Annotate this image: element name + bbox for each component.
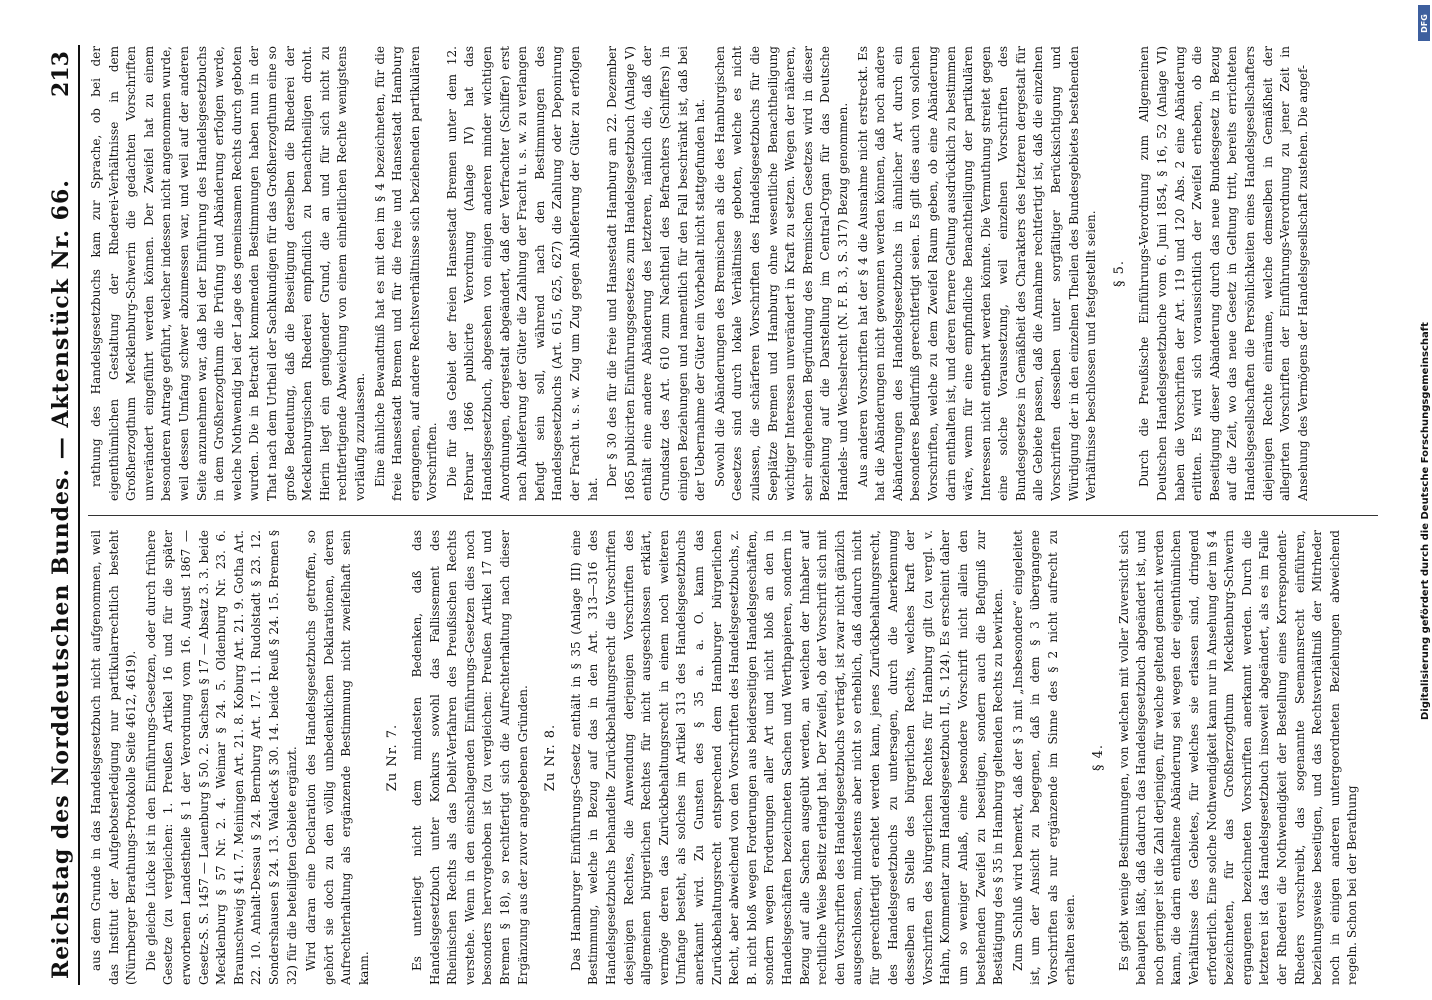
paragraph: Die für das Gebiet der freien Hansestadt Bremen unter dem 12. Februar 1866 publicirte Verordnung (Anlage IV) hat das Handelsgesetzbuch, abgesehen von einigen anderen minder wichtigen Anordnungen, dergestalt abgeändert, daß der Verfrachter (Schiffer) erst nach Ablieferung der Güter die Zahlung der Fracht u. s. w. zu verlangen befugt sein soll, während nach den Bestimmungen des Handelsgesetzbuchs (Art. 615, 625, 627) die Zahlung oder Deponirung der Fracht u. s. w. Zug um Zug gegen Ablieferung der Güter zu erfolgen hat. <box>444 46 600 501</box>
section-heading: Zu Nr. 8. <box>543 723 559 792</box>
page-header <box>40 45 80 985</box>
paragraph: Eine ähnliche Bewandtniß hat es mit den im § 4 bezeichneten, für die freie Hansestadt Bremen und für die freie und Hansestadt Hamburg ergangenen, auf andere Rechtsverhältnisse sich beziehenden partikulären Vorschriften. <box>372 46 440 501</box>
paragraph: Sowohl die Abänderungen des Bremischen als die des Hamburgischen Gesetzes sind durch lokale Verhältnisse geboten, welche es nicht zulassen, die schärferen Vorschriften des Handelsgesetzbuchs für die Seeplätze Bremen und Hamburg ohne wesentliche Benachtheiligung wichtiger Interessen unverändert in Kraft zu setzen. Wegen der näheren, sehr eingehenden Begründung des Bremischen Gesetzes wird in dieser Beziehung auf die Darstellung im Central-Organ für das Deutsche Handels- und Wechselrecht (N. F. B. 3, S. 317) Bezug genommen. <box>712 46 850 501</box>
paragraph: aus dem Grunde in das Handelsgesetzbuch nicht aufgenommen, weil das Institut der Aufgebotserledigung nur partikularrechtlich besteht (Nürnberger Berathungs-Protokolle Seite 4612, 4619). <box>89 530 139 985</box>
paragraph: Die gleiche Lücke ist in den Einführungs-Gesetzen, oder durch frühere Gesetze (zu vergleichen: 1. Preußen Artikel 16 und für die später erworbenen Landestheile § 1 der Verordnung vom 16. August 1867 — Gesetz-S. S. 1457 — Lauenburg § 50. 2. Sachsen § 17 — Absatz 3. 3. beide Mecklenburg § 57 Nr. 2. 4. Weimar § 24. 5. Oldenburg Nr. 23. 6. Braunschweig § 41. 7. Meiningen Art. 21. 8. Koburg Art. 21. 9. Gotha Art. 22. 10. Anhalt-Dessau § 24. Bernburg Art. 17. 11. Rudolstadt § 23. 12. Sondershausen § 24. 13. Waldeck § 30. 14. beide Reuß § 24. 15. Bremen § 32) für die beteiligten Gebiete ergänzt. <box>143 530 299 985</box>
paragraph: Das Hamburger Einführungs-Gesetz enthält in § 35 (Anlage III) eine Bestimmung, welche in Bezug auf das in den Art. 313—316 des Handelsgesetzbuchs behandelte Zurückbehaltungsrecht die Vorschriften desjenigen Rechtes, die Anwendung derjenigen Vorschriften des allgemeinen bürgerlichen Rechtes für nicht ausgeschlossen erklärt, vermöge deren das Zurückbehaltungsrecht in einem noch weiteren Umfange besteht, als solches im Artikel 313 des Handelsgesetzbuchs anerkannt wird. Zu Gunsten des § 35 a. a. O. kann das Zurückbehaltungsrecht entsprechend dem Hamburger bürgerlichen Recht, aber abweichend von den Vorschriften des Handelsgesetzbuchs, z. B. nicht bloß wegen Forderungen aus beiderseitigen Handelsgeschäften, sondern wegen Forderungen aller Art und nicht bloß an den in Handelsgeschäften bezeichneten Sachen und Werthpapieren, sondern in Bezug auf alle Sachen ausgeübt werden, an welchen der Inhaber auf rechtliche Weise Besitz erlangt hat. Der Zweifel, ob der Vorschrift sich mit den Vorschriften des Handelsgesetzbuchs verträgt, ist zwar nicht gänzlich ausgeschlossen, mindestens aber nicht so erheblich, daß dadurch nicht für gerechtfertigt erachtet werden kann, jenes Zurückbehaltungsrecht, des Handelsgesetzbuchs zu untersagen, durch die Anerkennung desselben an Stelle des bürgerlichen Rechts, welches kraft der Vorschriften des bürgerlichen Rechtes für Hamburg gilt (zu vergl. v. Hahn, Kommentar zum Handelsgesetzbuch II, S. 124). Es erscheint daher um so weniger Anlaß, eine besondere Vorschrift nicht allein den bestehenden Zweifel zu beseitigen, sondern auch die Befugniß zur Bestätigung des § 35 in Hamburg geltenden Rechts zu bewirken. <box>568 530 1006 985</box>
page-number: 213 <box>48 51 74 97</box>
dfg-logo <box>1418 5 1430 41</box>
paragraph: Es giebt wenige Bestimmungen, von welchen mit voller Zuversicht sich behaupten läßt, daß dadurch das Handelsgesetzbuch abgeändert ist, und noch geringer ist die Zahl derjenigen, für welche geltend gemacht werden kann, die darin enthaltene Abänderung sei wegen der eigenthümlichen Verhältnisse des Gebietes, für welches sie erlassen sind, dringend erforderlich. Eine solche Nothwendigkeit kann nur in Ansehung der im § 4 bezeichneten, für das Großherzogthum Mecklenburg-Schwerin ergangenen bezeichneten Vorschriften anerkannt werden. Durch die letzteren ist das Handelsgesetzbuch insoweit abgeändert, als es im Falle der Rhederei die Nothwendigkeit der Bestellung eines Korrespondent-Rheders vorschreibt, das sogenannte Seemannsrecht einführen, beziehungsweise beseitigen, und das Rechtsverhältniß der Mitrheder noch in einigen anderen untergeordneten Beziehungen abweichend regeln. Schon bei der Berathung <box>1116 530 1360 985</box>
paragraph: Zum Schluß wird bemerkt, daß der § 3 mit „Insbesondere“ eingeleitet ist, um der Ansicht zu begegnen, daß in dem § 3 übergangene Vorschriften als nur ergänzende im Sinne des § 2 nicht aufrecht zu erhalten seien. <box>1010 530 1078 985</box>
paragraph: Aus anderen Vorschriften hat der § 4 die Ausnahme nicht erstreckt. Es hat die Abänderungen nicht gewonnen werden können, daß noch andere Abänderungen des Handelsgesetzbuchs in ähnlicher Art durch ein besonderes Bedürfniß gerechtfertigt seien. Es gilt dies auch von solchen Vorschriften, welche zu dem Zweifel Raum geben, ob eine Abänderung darin enthalten ist, und deren fernere Geltung ausdrücklich zu bestimmen wäre, wenn für eine empfindliche Benachtheiligung der partikulären Interessen nicht entbehrt werden könnte. Die Vermuthung streitet gegen eine solche Voraussetzung, weil einzelnen Vorschriften des Bundesgesetzes in Gemäßheit des Charakters des letzteren dergestalt für alle Gebiete passen, daß die Annahme rechtfertigt ist, daß die einzelnen Vorschriften desselben unter sorgfältiger Berücksichtigung und Würdigung der in den einzelnen Theilen des Bundesgebietes bestehenden Verhältnisse beschlossen und festgestellt seien. <box>855 46 1099 501</box>
rotated-page-content <box>40 45 1390 985</box>
funding-note: Digitalisierung gefördert durch die Deutsche Forschungsgemeinschaft <box>1420 322 1431 720</box>
paragraph: Es unterliegt nicht dem mindesten Bedenken, daß das Handelsgesetzbuch unter Konkurs sowohl das Fallissement des Rheinischen Rechts als das Debit-Verfahren des Preußischen Rechts verstehe. Wenn in den einschlagenden Einführungs-Gesetzen dies noch besonders hervorgehoben ist (zu vergleichen: Preußen Artikel 17 und Bremen § 18), so rechtfertigt sich die Aufrechterhaltung nach dieser Ergänzung aus der zuvor angegebenen Gründen. <box>410 530 530 985</box>
paragraph: Durch die Preußische Einführungs-Verordnung zum Allgemeinen Deutschen Handelsgesetzbuche vom 6. Juni 1854, § 16, 52 (Anlage VI) haben die Vorschriften der Art. 119 und 120 Abs. 2 eine Abänderung erlitten. Es wird sich voraussichtlich der Zweifel erheben, ob die Beseitigung dieser Abänderung durch das neue Bundesgesetz in Bezug auf die Zeit, wo das neue Gesetz in Geltung tritt, bereits errichteten Handelsgesellschaften die Persönlichkeiten eines Handelsgesellschafters diejenigen Rechte einräume, welche demselben in Gemäßheit der allegirten Vorschriften der Einführungs-Verordnung zu jener Zeit in Ansehung des Vermögens der Handelsgesellschaft zustehen. Die angef- <box>1137 46 1310 501</box>
paragraph: Wird daran eine Declaration des Handelsgesetzbuchs getroffen, so gehört sie doch zu den völlig unbedenklichen Deklarationen, deren Aufrechterhaltung als ergänzende Bestimmung nicht zweifelhaft sein kann. <box>304 530 371 985</box>
paragraph: Der § 30 des für die freie und Hansestadt Hamburg am 22. Dezember 1865 publicirten Einführungsgesetzes zum Handelsgesetzbuch (Anlage V) enthält eine andere Abänderung des letzteren, nämlich die, daß der Grundsatz des Art. 610 zum Nachtheil des Befrachters (Schiffers) in einigen Beziehungen und namentlich für den Fall beschränkt ist, daß bei der Uebernahme der Güter ein Vorbehalt nicht stattgefunden hat. <box>605 46 708 501</box>
right-column <box>88 46 1388 501</box>
dfg-logo-text: DFG <box>1419 13 1429 33</box>
section-heading: § 4. <box>1091 743 1107 772</box>
paragraph: rathung des Handelsgesetzbuchs kam zur Sprache, ob bei der eigenthümlichen Gestaltung der Rhederei-Verhältnisse in dem Großherzogthum Mecklenburg-Schwerin die gedachten Vorschriften unverändert eingeführt werden können. Der Zweifel hat zu einem besonderen Antrage geführt, welcher indessen nicht angenommen wurde, weil dessen Umfang schwer abzumessen war, und weil auf der anderen Seite anzunehmen war, daß bei der Einführung des Handelsgesetzbuchs in dem Großherzogthum die Prüfung und Abänderung erfolgen werde, welche Nothwendig bei der Lage des gemeinsamen Rechts durch geboten wurden. Die in Betracht kommenden Bestimmungen haben nun in der That nach dem Urtheil der Sachkundigen für das Großherzogthum eine so große Bedeutung, daß die Beseitigung derselben die Rhederei der Mecklenburgischen Rhederei empfindlich zu benachtheiligen droht. Hierin liegt ein genügender Grund, die an und für sich nicht zu rechtfertigende Abweichung von einem einheitlichen Rechte wenigstens vorläufig zuzulassen. <box>89 46 367 501</box>
left-column <box>88 530 1388 985</box>
section-heading: Zu Nr. 7. <box>384 723 400 792</box>
section-heading: § 5. <box>1111 259 1127 288</box>
running-title: Reichstag des Norddeutschen Bundes. — Aktenstück Nr. 66. <box>48 179 74 979</box>
column-divider <box>88 515 1378 516</box>
